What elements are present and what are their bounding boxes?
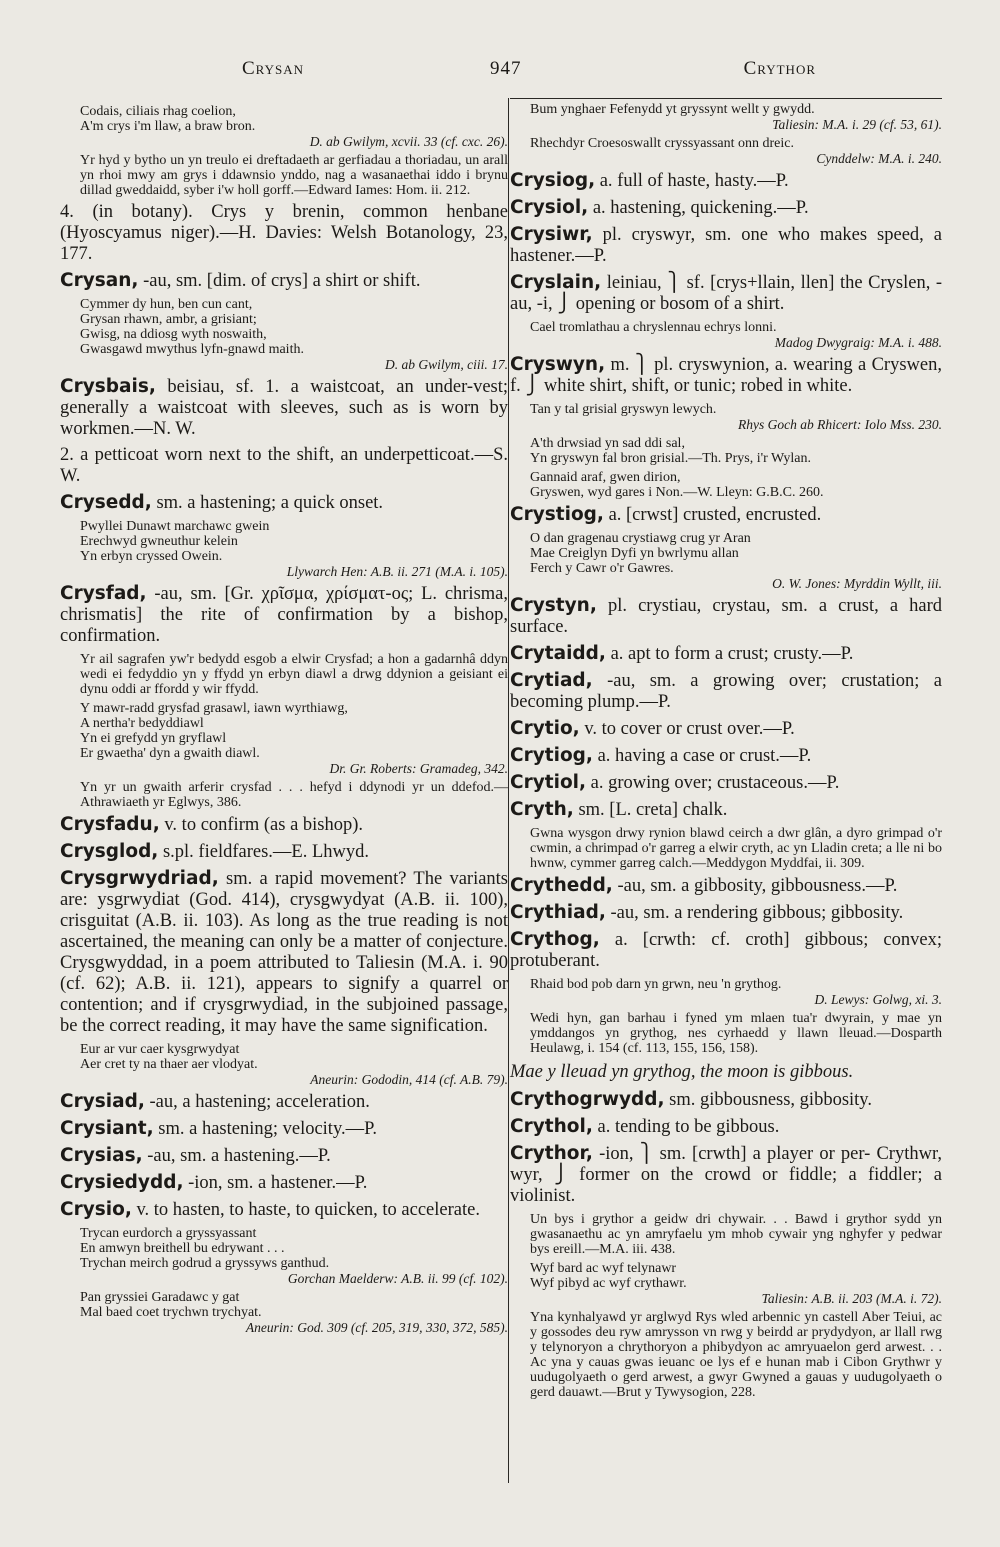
- quote-line: Gwasgawd mwythus lyfn-gnawd maith.: [80, 342, 304, 357]
- dictionary-entry: [510, 197, 942, 219]
- citation-quote: [80, 701, 508, 776]
- quote-source: Taliesin: M.A. i. 29 (cf. 53, 61).: [772, 117, 942, 132]
- quote-source: Aneurin: Gododin, 414 (cf. A.B. 79).: [310, 1072, 508, 1087]
- quote-source: Taliesin: A.B. ii. 203 (M.A. i. 72).: [761, 1291, 942, 1306]
- dictionary-entry: [60, 1091, 508, 1113]
- entry-definition: a. tending to be gibbous.: [597, 1117, 780, 1137]
- citation-quote: [80, 104, 508, 149]
- entry-headword: Crysedd,: [60, 492, 152, 513]
- quote-text: Yn yr un gwaith arferir crysfad . . . hefyd i ddynodi yr un ddefod.—Athrawiaeth yr Eglwys, 386.: [80, 780, 508, 810]
- entry-definition: -ion, ⎫ sm. [crwth] a player or per- Crythwr, wyr, ⎭ former on the crowd or fiddle; a fiddler; a violinist.: [510, 1144, 943, 1206]
- entry-definition: 2. a petticoat worn next to the shift, an underpetticoat.—S. W.: [60, 445, 508, 486]
- quote-line: Bum ynghaer Fefenydd yt gryssynt wellt y gwydd.: [530, 102, 815, 117]
- entry-definition: -ion, sm. a hastener.—P.: [188, 1173, 368, 1193]
- running-head-right: Crythor: [743, 58, 816, 79]
- quote-line: A'th drwsiad yn sad ddi sal,: [530, 436, 685, 451]
- quote-line: Gryswen, wyd gares i Non.—W. Lleyn: G.B.C. 260.: [530, 485, 824, 500]
- entry-definition: 4. (in botany). Crys y brenin, common henbane (Hyoscyamus niger).—H. Davies: Welsh Botanology, 23, 177.: [60, 202, 508, 264]
- entry-headword: Crytio,: [510, 718, 580, 739]
- dictionary-entry: [510, 224, 942, 267]
- quote-source: Rhys Goch ab Rhicert: Iolo Mss. 230.: [738, 417, 942, 432]
- citation-quote: [530, 826, 942, 871]
- entry-headword: Crysglod,: [60, 841, 159, 862]
- entry-definition: sm. a hastening; a quick onset.: [156, 493, 384, 513]
- entry-definition: sm. a hastening; velocity.—P.: [158, 1119, 377, 1139]
- entry-headword: Crythedd,: [510, 875, 613, 896]
- running-head: [60, 58, 942, 86]
- quote-source: Llywarch Hen: A.B. ii. 271 (M.A. i. 105).: [286, 564, 508, 579]
- quote-line: Trycan eurdorch a gryssyassant: [80, 1226, 257, 1241]
- column-rule: [508, 98, 509, 1483]
- entry-definition: pl. cryswyr, sm. one who makes speed, a hastener.—P.: [510, 225, 942, 266]
- quote-line: Rhechdyr Croesoswallt cryssyassant onn dreic.: [530, 136, 794, 151]
- entry-headword: Crysan,: [60, 270, 139, 291]
- dictionary-entry: [60, 841, 508, 863]
- entry-headword: Cryslain,: [510, 272, 602, 293]
- dictionary-entry: [510, 718, 942, 740]
- quote-source: O. W. Jones: Myrddin Wyllt, iii.: [772, 576, 942, 591]
- quote-line: Rhaid bod pob darn yn grwn, neu 'n grythog.: [530, 977, 782, 992]
- entry-definition: sm. a rapid movement? The variants are: ysgrwydiat (God. 414), crysgwydyat (A.B. ii. 100), crisguitat (A.B. ii. 103). As long as the true reading is not ascertained, the meaning can only be a matter of conjecture. Crysgwyddad, in a poem attributed to Taliesin (M.A. i. 90 (cf. 62); A.B. ii. 121), appears to signify a quarrel or contention; and if crysgrwydiad, in the subjoined passage, be the correct reading, it may have the same signification.: [60, 869, 509, 1036]
- entry-definition: -au, a hastening; acceleration.: [149, 1092, 370, 1112]
- entry-headword: Crythog,: [510, 929, 600, 950]
- dictionary-entry: [510, 670, 942, 713]
- dictionary-entry: [510, 875, 942, 897]
- quote-line: Gannaid araf, gwen dirion,: [530, 470, 681, 485]
- citation-quote: [80, 519, 508, 579]
- quote-line: Eur ar vur caer kysgrwydyat: [80, 1042, 240, 1057]
- left-column: [60, 102, 508, 1339]
- right-column: [510, 100, 942, 1404]
- dictionary-entry: [510, 772, 942, 794]
- quote-text: Yr hyd y bytho un yn treulo ei dreftadaeth ar gerfiadau a thoriadau, un arall yn rhoi mwy am grys i ddawnsio ynddo, nag a wasanaethai iddo i brynu dillad gweddaidd, syber i'w holl gorff.—Edward Iames: Hom. ii. 212.: [80, 153, 508, 198]
- entry-definition: a. full of haste, hasty.—P.: [599, 171, 789, 191]
- dictionary-entry: [60, 1172, 508, 1194]
- citation-quote: [530, 320, 942, 350]
- citation-quote: [80, 153, 508, 198]
- citation-quote: [80, 1042, 508, 1087]
- citation-quote: [530, 977, 942, 1007]
- citation-quote: [530, 1212, 942, 1257]
- entry-headword: Cryth,: [510, 799, 574, 820]
- dictionary-entry: [510, 1143, 942, 1207]
- entry-headword: Crysbais,: [60, 376, 156, 397]
- quote-line: En amwyn breithell bu edrywant . . .: [80, 1241, 285, 1256]
- quote-line: Pwyllei Dunawt marchawc gwein: [80, 519, 270, 534]
- citation-quote: [530, 470, 942, 500]
- quote-source: D. ab Gwilym, ciii. 17.: [385, 357, 508, 372]
- citation-quote: [530, 531, 942, 591]
- dictionary-entry: [60, 583, 508, 647]
- dictionary-entry: [60, 445, 508, 487]
- entry-headword: Crysiad,: [60, 1091, 145, 1112]
- dictionary-entry: [60, 1118, 508, 1140]
- entry-headword: Crysias,: [60, 1145, 143, 1166]
- quote-line: Tan y tal grisial gryswyn lewych.: [530, 402, 717, 417]
- entry-definition: -au, sm. a rendering gibbous; gibbosity.: [610, 903, 904, 923]
- dictionary-entry: [60, 202, 508, 265]
- entry-definition: a. having a case or crust.—P.: [597, 746, 812, 766]
- quote-line: Yn gryswyn fal bron grisial.—Th. Prys, i'r Wylan.: [530, 451, 811, 466]
- citation-quote: [530, 1261, 942, 1306]
- entry-definition: beisiau, sf. 1. a waistcoat, an under-vest; generally a waistcoat with sleeves, such as is worn by workmen.—N. W.: [60, 377, 509, 439]
- entry-headword: Crysio,: [60, 1199, 132, 1220]
- entry-definition: a. [crwth: cf. croth] gibbous; convex; protuberant.: [510, 930, 942, 971]
- entry-headword: Crystiog,: [510, 504, 604, 525]
- quote-text: Un bys i grythor a geidw dri chywair. . . Bawd i grythor sydd yn gwasanaethu ac yn amryfaelu ym mhob cywair yng nghyfer y pedwar bys ereill.—M.A. iii. 438.: [530, 1212, 942, 1257]
- entry-definition: sm. gibbousness, gibbosity.: [669, 1090, 872, 1110]
- entry-headword: Crysiol,: [510, 197, 589, 218]
- dictionary-entry: [510, 595, 942, 638]
- entry-headword: Crysiwr,: [510, 224, 593, 245]
- entry-definition: s.pl. fieldfares.—E. Lhwyd.: [162, 842, 369, 862]
- dictionary-entry: [510, 745, 942, 767]
- entry-headword: Crytiog,: [510, 745, 593, 766]
- citation-quote: [530, 102, 942, 132]
- dictionary-entry: [510, 902, 942, 924]
- entry-definition: a. apt to form a crust; crusty.—P.: [610, 644, 854, 664]
- quote-line: Pan gryssiei Garadawc y gat: [80, 1290, 240, 1305]
- dictionary-entry: [510, 504, 942, 526]
- example-sentence: Mae y lleuad yn grythog, the moon is gibbous.: [510, 1062, 854, 1082]
- quote-source: Gorchan Maelderw: A.B. ii. 99 (cf. 102).: [287, 1271, 508, 1286]
- quote-line: Gwisg, na ddiosg wyth noswaith,: [80, 327, 267, 342]
- entry-definition: v. to cover or crust over.—P.: [584, 719, 795, 739]
- quote-line: Aer cret ty na thaer aer vlodyat.: [80, 1057, 258, 1072]
- quote-text: Wedi hyn, gan barhau i fyned ym mlaen tua'r dwyrain, y mae yn ymddangos yn grythog, nes cyrhaedd y llawn lleuad.—Dosparth Heulawg, i. 154 (cf. 113, 155, 156, 158).: [530, 1011, 942, 1056]
- entry-headword: Crythogrwydd,: [510, 1089, 665, 1110]
- quote-source: Dr. Gr. Roberts: Gramadeg, 342.: [329, 761, 508, 776]
- quote-line: A nertha'r bedyddiawl: [80, 716, 204, 731]
- entry-definition: sm. [L. creta] chalk.: [578, 800, 728, 820]
- dictionary-entry: [510, 643, 942, 665]
- quote-source: Aneurin: God. 309 (cf. 205, 319, 330, 372, 585).: [245, 1320, 508, 1335]
- citation-quote: [530, 1310, 942, 1400]
- entry-definition: -au, sm. a growing over; crustation; a becoming plump.—P.: [510, 671, 943, 712]
- entry-headword: Crysiog,: [510, 170, 596, 191]
- running-head-left: Crysan: [242, 58, 305, 79]
- quote-line: Er gwaetha' dyn a gwaith diawl.: [80, 746, 260, 761]
- entry-headword: Cryswyn,: [510, 354, 606, 375]
- dictionary-entry: [510, 1116, 942, 1138]
- quote-line: A'm crys i'm llaw, a braw bron.: [80, 119, 256, 134]
- dictionary-entry: [510, 929, 942, 972]
- citation-quote: [530, 1011, 942, 1056]
- quote-source: Madog Dwygraig: M.A. i. 488.: [774, 335, 942, 350]
- dictionary-entry: [60, 1199, 508, 1221]
- citation-quote: [530, 436, 942, 466]
- entry-headword: Crysiedydd,: [60, 1172, 184, 1193]
- citation-quote: [530, 402, 942, 432]
- quote-line: Mae Creiglyn Dyfi yn bwrlymu allan: [530, 546, 739, 561]
- entry-headword: Crystyn,: [510, 595, 597, 616]
- quote-line: Erechwyd gwneuthur kelein: [80, 534, 238, 549]
- entry-definition: -au, sm. [Gr. χρῖσμα, χρίσματ-ος; L. chrisma, chrismatis] the rite of confirmation by a bishop, confirmation.: [60, 584, 509, 646]
- entry-headword: Crythol,: [510, 1116, 593, 1137]
- quote-line: Cymmer dy hun, ben cun cant,: [80, 297, 253, 312]
- dictionary-entry: [510, 1089, 942, 1111]
- quote-line: O dan gragenau crystiawg crug yr Aran: [530, 531, 751, 546]
- quote-text: Yna kynhalyawd yr arglwyd Rys wled arbennic yn castell Aber Teiui, ac y gossodes deu ryw amrysson vn rwg y beirdd ar prydydyon, ar llall rwg y telynoryon a chrythoryon a phibydyon ac amryuaelon gerd arwest. . . Ac yna y cauas gwas ieuanc oe lys ef e hunan mab i Cibon Grythwr y uudugolyaeth o gerd arwest, a gwyr Gwyned a gauas y uudugolyaeth o gerd dauawt.—Brut y Tywysogion, 228.: [530, 1310, 942, 1400]
- dictionary-entry: [510, 799, 942, 821]
- citation-quote: [530, 136, 942, 166]
- dictionary-entry: [60, 868, 508, 1037]
- dictionary-entry: [510, 170, 942, 192]
- quote-line: Mal baed coet trychwn trychyat.: [80, 1305, 262, 1320]
- entry-headword: Crytiad,: [510, 670, 593, 691]
- entry-definition: m. ⎫ pl. cryswynion, a. wearing a Cryswen, f. ⎭ white shirt, shift, or tunic; robed in white.: [510, 355, 942, 396]
- entry-definition: -au, sm. a gibbosity, gibbousness.—P.: [617, 876, 898, 896]
- dictionary-entry: [60, 1145, 508, 1167]
- entry-headword: Crysgrwydriad,: [60, 868, 219, 889]
- entry-definition: a. hastening, quickening.—P.: [592, 198, 809, 218]
- entry-definition: a. [crwst] crusted, encrusted.: [608, 505, 822, 525]
- dictionary-entry: [60, 492, 508, 514]
- entry-headword: Crysiant,: [60, 1118, 154, 1139]
- quote-text: Yr ail sagrafen yw'r bedydd esgob a elwir Crysfad; a hon a gadarnhâ ddyn wedi ei fedyddio yn y ffydd yn erbyn diawl a drwg ddynion a geisiant ei dynu oddi ar ffordd y wir ffydd.: [80, 652, 508, 697]
- quote-line: Y mawr-radd grysfad grasawl, iawn wyrthiawg,: [80, 701, 348, 716]
- quote-line: Cael tromlathau a chryslennau echrys lonni.: [530, 320, 777, 335]
- entry-headword: Crytaidd,: [510, 643, 606, 664]
- quote-line: Ferch y Cawr o'r Gawres.: [530, 561, 674, 576]
- entry-headword: Crysfad,: [60, 583, 147, 604]
- dictionary-entry: [60, 376, 508, 440]
- quote-source: D. ab Gwilym, xcvii. 33 (cf. cxc. 26).: [309, 134, 508, 149]
- entry-definition: v. to hasten, to haste, to quicken, to accelerate.: [136, 1200, 480, 1220]
- entry-headword: Crysfadu,: [60, 814, 160, 835]
- entry-headword: Crythiad,: [510, 902, 606, 923]
- dictionary-entry: [60, 814, 508, 836]
- entry-definition: a. growing over; crustaceous.—P.: [590, 773, 840, 793]
- page-number: 947: [490, 58, 522, 79]
- citation-quote: [80, 652, 508, 697]
- quote-source: Cynddelw: M.A. i. 240.: [816, 151, 942, 166]
- dictionary-entry: [510, 354, 942, 397]
- quote-source: D. Lewys: Golwg, xi. 3.: [814, 992, 942, 1007]
- quote-line: Yn ei grefydd yn gryflawl: [80, 731, 227, 746]
- quote-line: Trychan meirch godrud a gryssyws ganthud.: [80, 1256, 330, 1271]
- entry-definition: pl. crystiau, crystau, sm. a crust, a hard surface.: [510, 596, 942, 637]
- quote-line: Yn erbyn cryssed Owein.: [80, 549, 223, 564]
- quote-text: Gwna wysgon drwy rynion blawd ceirch a dwr glân, a dyro grimpad o'r cwmin, a chrimpad o'r garreg a elwir cryth, ac yn Lladin creta; a lle ni bo hwnw, cymmer garreg calch.—Meddygon Myddfai, ii. 309.: [530, 826, 942, 871]
- quote-line: Wyf bard ac wyf telynawr: [530, 1261, 677, 1276]
- quote-line: Grysan rhawn, ambr, a grisiant;: [80, 312, 257, 327]
- dictionary-entry: [510, 272, 942, 315]
- entry-definition: v. to confirm (as a bishop).: [164, 815, 364, 835]
- dictionary-entry: [60, 270, 508, 292]
- quote-line: Codais, ciliais rhag coelion,: [80, 104, 236, 119]
- entry-headword: Crytiol,: [510, 772, 587, 793]
- entry-definition: leiniau, ⎫ sf. [crys+llain, llen] the Cryslen, -au, -i, ⎭ opening or bosom of a shirt.: [510, 273, 943, 314]
- header-rule: [510, 98, 942, 99]
- entry-headword: Crythor,: [510, 1143, 593, 1164]
- entry-definition: -au, sm. a hastening.—P.: [147, 1146, 331, 1166]
- citation-quote: [80, 1290, 508, 1335]
- citation-quote: [80, 780, 508, 810]
- citation-quote: [80, 297, 508, 372]
- entry-definition: -au, sm. [dim. of crys] a shirt or shift.: [143, 271, 421, 291]
- citation-quote: [80, 1226, 508, 1286]
- quote-line: Wyf pibyd ac wyf crythawr.: [530, 1276, 687, 1291]
